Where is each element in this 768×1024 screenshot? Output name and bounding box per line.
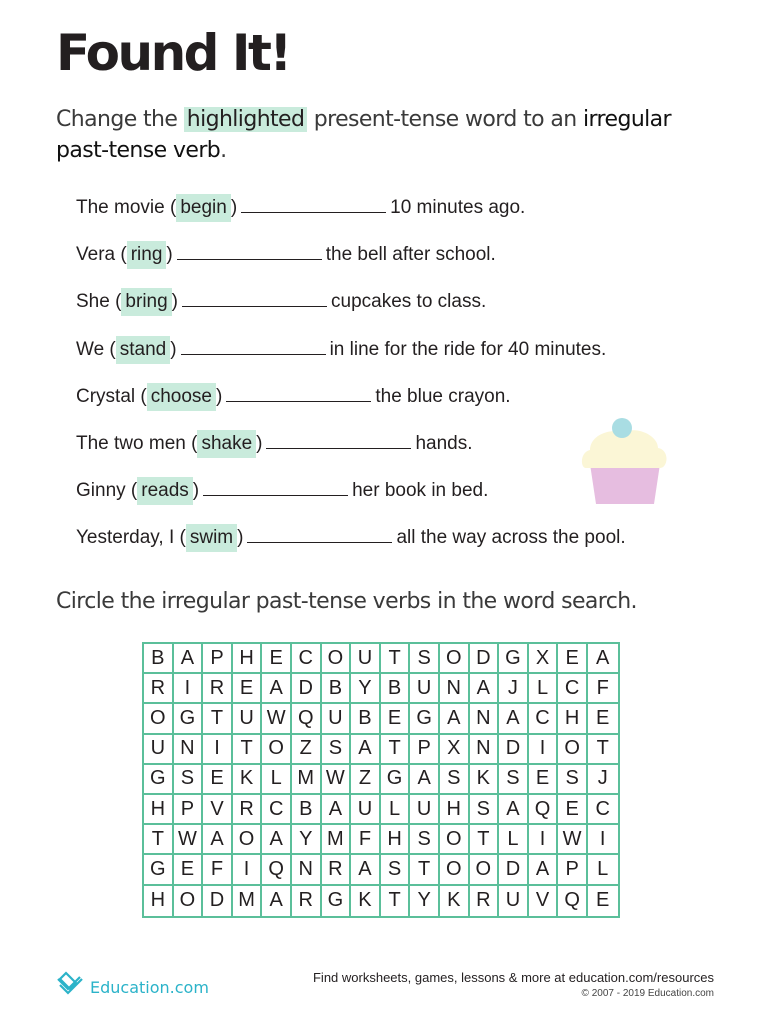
sentence-prefix: The movie ( [76,197,177,218]
word-search-letter[interactable]: D [292,674,322,704]
instructions-text: . [220,138,227,163]
sentence-paren: ) [166,244,173,266]
word-search-letter[interactable]: Q [292,704,322,734]
word-search-letter[interactable]: R [470,886,500,916]
sentence-paren: ) [192,480,200,502]
word-search-letter[interactable]: X [440,735,470,765]
word-search-letter[interactable]: L [262,765,292,795]
word-search-letter[interactable]: D [203,886,233,916]
verb-highlight: shake [197,430,256,458]
word-search-letter[interactable]: A [440,704,470,734]
verb-highlight: begin [176,194,231,222]
sentence-paren: ) [237,527,244,549]
sentence-item [76,191,696,238]
word-search-letter[interactable]: S [558,765,588,795]
word-search-letter[interactable]: I [233,855,263,885]
word-search-letter[interactable]: O [233,825,263,855]
verb-highlight: reads [137,477,193,505]
word-search-letter[interactable]: H [233,644,263,674]
word-search-letter[interactable]: R [233,795,263,825]
word-search-letter[interactable]: C [529,704,559,734]
sentence-suffix: her book in bed. [352,480,489,502]
word-search-letter[interactable]: R [322,855,352,885]
word-search-letter[interactable]: J [588,765,618,795]
word-search-letter[interactable]: D [499,735,529,765]
instructions-text: present-tense word to an [307,107,583,132]
word-search-letter[interactable]: M [322,825,352,855]
word-search-letter[interactable]: H [558,704,588,734]
sentence-prefix: She ( [76,291,122,313]
word-search-letter[interactable]: T [588,735,618,765]
word-search-letter[interactable]: E [203,765,233,795]
word-search-letter[interactable]: O [440,855,470,885]
sentence-paren: ) [216,385,223,407]
word-search-letter[interactable]: I [529,825,559,855]
word-search-grid[interactable] [142,642,620,918]
word-search-letter[interactable]: F [351,825,381,855]
word-search-letter[interactable]: Q [558,886,588,916]
answer-blank[interactable] [181,336,326,355]
word-search-letter[interactable]: O [558,735,588,765]
word-search-letter[interactable]: E [588,704,618,734]
answer-blank[interactable] [182,288,327,307]
verb-highlight: stand [116,336,170,364]
word-search-letter[interactable]: S [322,735,352,765]
word-search-letter[interactable]: T [410,855,440,885]
brand-logo[interactable] [54,964,209,997]
word-search-letter[interactable]: S [174,765,204,795]
word-search-letter[interactable]: U [499,886,529,916]
word-search-letter[interactable]: S [381,855,411,885]
sentence-suffix: cupcakes to class. [331,291,487,313]
word-search-letter[interactable]: U [351,795,381,825]
word-search-letter[interactable]: C [558,674,588,704]
word-search-letter[interactable]: O [440,825,470,855]
word-search-letter[interactable]: L [499,825,529,855]
instructions [56,104,716,166]
word-search-letter[interactable]: T [470,825,500,855]
word-search-letter[interactable]: E [174,855,204,885]
word-search-letter[interactable]: Q [262,855,292,885]
word-search-letter[interactable]: K [351,886,381,916]
brand-name: Education.com [90,978,209,997]
sentence-paren: ) [171,291,178,313]
word-search-letter[interactable]: P [410,735,440,765]
word-search-letter[interactable]: Y [292,825,322,855]
word-search-letter[interactable]: L [381,795,411,825]
answer-blank[interactable] [247,524,392,543]
word-search-letter[interactable]: B [322,674,352,704]
word-search-letter[interactable]: A [588,644,618,674]
word-search-letter[interactable]: A [529,855,559,885]
word-search-letter[interactable]: K [470,765,500,795]
answer-blank[interactable] [266,430,411,449]
word-search-letter[interactable]: M [292,765,322,795]
word-search-letter[interactable]: Y [351,674,381,704]
word-search-letter[interactable]: J [499,674,529,704]
word-search-letter[interactable]: H [381,825,411,855]
section-heading: Circle the irregular past-tense verbs in the word search. [56,589,637,614]
word-search-letter[interactable]: G [499,644,529,674]
word-search-letter[interactable]: A [499,704,529,734]
word-search-letter[interactable]: C [262,795,292,825]
sentence-item [76,521,696,568]
word-search-letter[interactable]: H [144,886,174,916]
word-search-letter[interactable]: E [596,889,610,912]
word-search-letter[interactable]: A [203,825,233,855]
word-search-letter[interactable]: M [233,886,263,916]
verb-highlight: choose [147,383,216,411]
word-search-letter[interactable]: V [529,886,559,916]
word-search-letter[interactable]: I [174,674,204,704]
word-search-letter[interactable]: L [588,855,618,885]
sentence-prefix: Crystal ( [76,385,147,407]
word-search-letter[interactable]: Z [351,765,381,795]
word-search-letter[interactable]: E [381,704,411,734]
word-search-letter[interactable]: L [529,674,559,704]
word-search-letter[interactable]: G [144,855,174,885]
word-search-letter[interactable]: D [470,644,500,674]
sentence-suffix: 10 minutes ago. [390,197,526,218]
answer-blank[interactable] [177,241,322,260]
word-search-letter[interactable]: U [233,704,263,734]
word-search-letter[interactable]: E [558,795,588,825]
education-logo-icon [54,965,86,997]
word-search-letter[interactable]: A [470,674,500,704]
word-search-letter[interactable]: W [262,704,292,734]
footer-copyright: © 2007 - 2019 Education.com [581,988,714,999]
word-search-letter[interactable]: T [381,735,411,765]
sentence-paren: ) [256,432,263,454]
sentence-item [76,285,696,332]
sentence-prefix: We ( [76,338,116,360]
word-search-letter[interactable]: E [262,644,292,674]
answer-blank[interactable] [203,477,348,496]
word-search-letter[interactable]: G [410,704,440,734]
word-search-letter[interactable]: W [174,825,204,855]
word-search-letter[interactable]: D [499,855,529,885]
word-search-letter[interactable]: A [262,886,292,916]
word-search-letter[interactable]: H [144,795,174,825]
word-search-letter[interactable]: E [233,674,263,704]
word-search-letter[interactable]: X [529,644,559,674]
word-search-letter[interactable]: W [558,825,588,855]
word-search-letter[interactable]: C [292,644,322,674]
sentence-paren: ) [170,338,177,360]
word-search-letter[interactable]: P [558,855,588,885]
worksheet-title: Found It! [56,24,290,82]
word-search-letter[interactable]: A [410,765,440,795]
word-search-letter[interactable]: U [410,795,440,825]
word-search-letter[interactable]: U [144,735,174,765]
word-search-letter[interactable]: N [470,704,500,734]
word-search-letter[interactable]: I [529,735,559,765]
word-search-letter[interactable]: A [499,795,529,825]
word-search-letter[interactable]: S [499,765,529,795]
sentence-suffix: hands. [415,432,473,454]
word-search-letter[interactable]: V [203,795,233,825]
word-search-letter[interactable]: N [292,855,322,885]
word-search-letter[interactable]: S [470,795,500,825]
answer-blank[interactable] [241,194,386,213]
instructions-text: Change the [56,107,184,132]
word-search-letter[interactable]: A [322,795,352,825]
word-search-letter[interactable]: R [203,674,233,704]
sentence-suffix: the blue crayon. [375,385,511,407]
word-search-letter[interactable]: I [588,825,618,855]
word-search-letter[interactable]: G [144,765,174,795]
sentence-item [76,238,696,285]
word-search-letter[interactable]: O [144,704,174,734]
word-search-letter[interactable]: T [381,886,411,916]
word-search-letter[interactable]: O [440,644,470,674]
word-search-letter[interactable]: G [174,704,204,734]
word-search-letter[interactable]: N [470,735,500,765]
word-search-letter[interactable]: R [292,886,322,916]
verb-highlight: swim [186,524,237,552]
word-search-letter[interactable]: I [203,735,233,765]
word-search-letter[interactable]: O [322,644,352,674]
word-search-letter[interactable]: T [203,704,233,734]
word-search-letter[interactable]: O [174,886,204,916]
footer [313,970,714,999]
word-search-letter[interactable]: G [381,765,411,795]
word-search-letter[interactable]: P [174,795,204,825]
sentence-item [76,333,696,380]
word-search-letter[interactable]: B [144,644,174,674]
word-search-letter[interactable]: S [440,765,470,795]
word-search-letter[interactable]: A [174,644,204,674]
sentence-suffix: the bell after school. [325,244,496,266]
word-search-letter[interactable]: T [144,825,174,855]
word-search-letter[interactable]: G [322,886,352,916]
word-search-letter[interactable]: W [322,765,352,795]
sentence-prefix: Vera ( [76,244,127,266]
word-search-letter[interactable]: Q [529,795,559,825]
word-search-letter[interactable]: Z [292,735,322,765]
sentence-suffix: in line for the ride for 40 minutes. [329,338,607,360]
word-search-letter[interactable]: U [351,644,381,674]
word-search-letter[interactable]: B [381,674,411,704]
word-search-letter[interactable]: C [588,795,618,825]
answer-blank[interactable] [226,383,371,402]
verb-highlight: bring [121,288,171,316]
word-search-letter[interactable]: E [529,765,559,795]
word-search-letter[interactable]: N [440,674,470,704]
sentence-prefix: Ginny ( [76,480,138,502]
word-search-letter[interactable]: U [322,704,352,734]
word-search-letter[interactable]: P [203,644,233,674]
word-search-letter[interactable]: B [351,704,381,734]
verb-highlight: ring [127,241,167,269]
instructions-highlight: highlighted [184,107,308,132]
word-search-letter[interactable]: O [262,735,292,765]
word-search-letter[interactable]: H [440,795,470,825]
word-search-letter[interactable]: S [410,644,440,674]
sentence-prefix: The two men ( [76,432,198,454]
word-search-letter[interactable]: R [144,674,174,704]
word-search-letter[interactable]: A [262,674,292,704]
word-search-letter[interactable]: A [262,825,292,855]
word-search-letter[interactable]: F [588,674,618,704]
word-search-letter[interactable]: T [233,735,263,765]
cupcake-icon [580,414,670,508]
word-search-letter[interactable]: N [174,735,204,765]
word-search-letter[interactable]: B [292,795,322,825]
word-search-letter[interactable]: K [233,765,263,795]
sentence-paren: ) [230,197,238,218]
sentence-prefix: Yesterday, I ( [76,527,186,549]
word-search-letter[interactable]: O [470,855,500,885]
word-search-letter[interactable]: A [351,855,381,885]
word-search-letter[interactable]: E [558,644,588,674]
word-search-letter[interactable]: A [351,735,381,765]
footer-tagline[interactable]: Find worksheets, games, lessons & more at education.com/resources [312,970,714,985]
word-search-letter[interactable]: U [410,674,440,704]
word-search-letter[interactable]: T [381,644,411,674]
word-search-letter[interactable]: K [440,886,470,916]
word-search-letter[interactable]: F [203,855,233,885]
word-search-letter[interactable]: Y [410,886,440,916]
sentence-suffix: all the way across the pool. [396,527,626,549]
instructions-emphasis: irregular past-tense verb [56,107,671,163]
sentence-list [76,191,696,569]
word-search-letter[interactable]: S [410,825,440,855]
